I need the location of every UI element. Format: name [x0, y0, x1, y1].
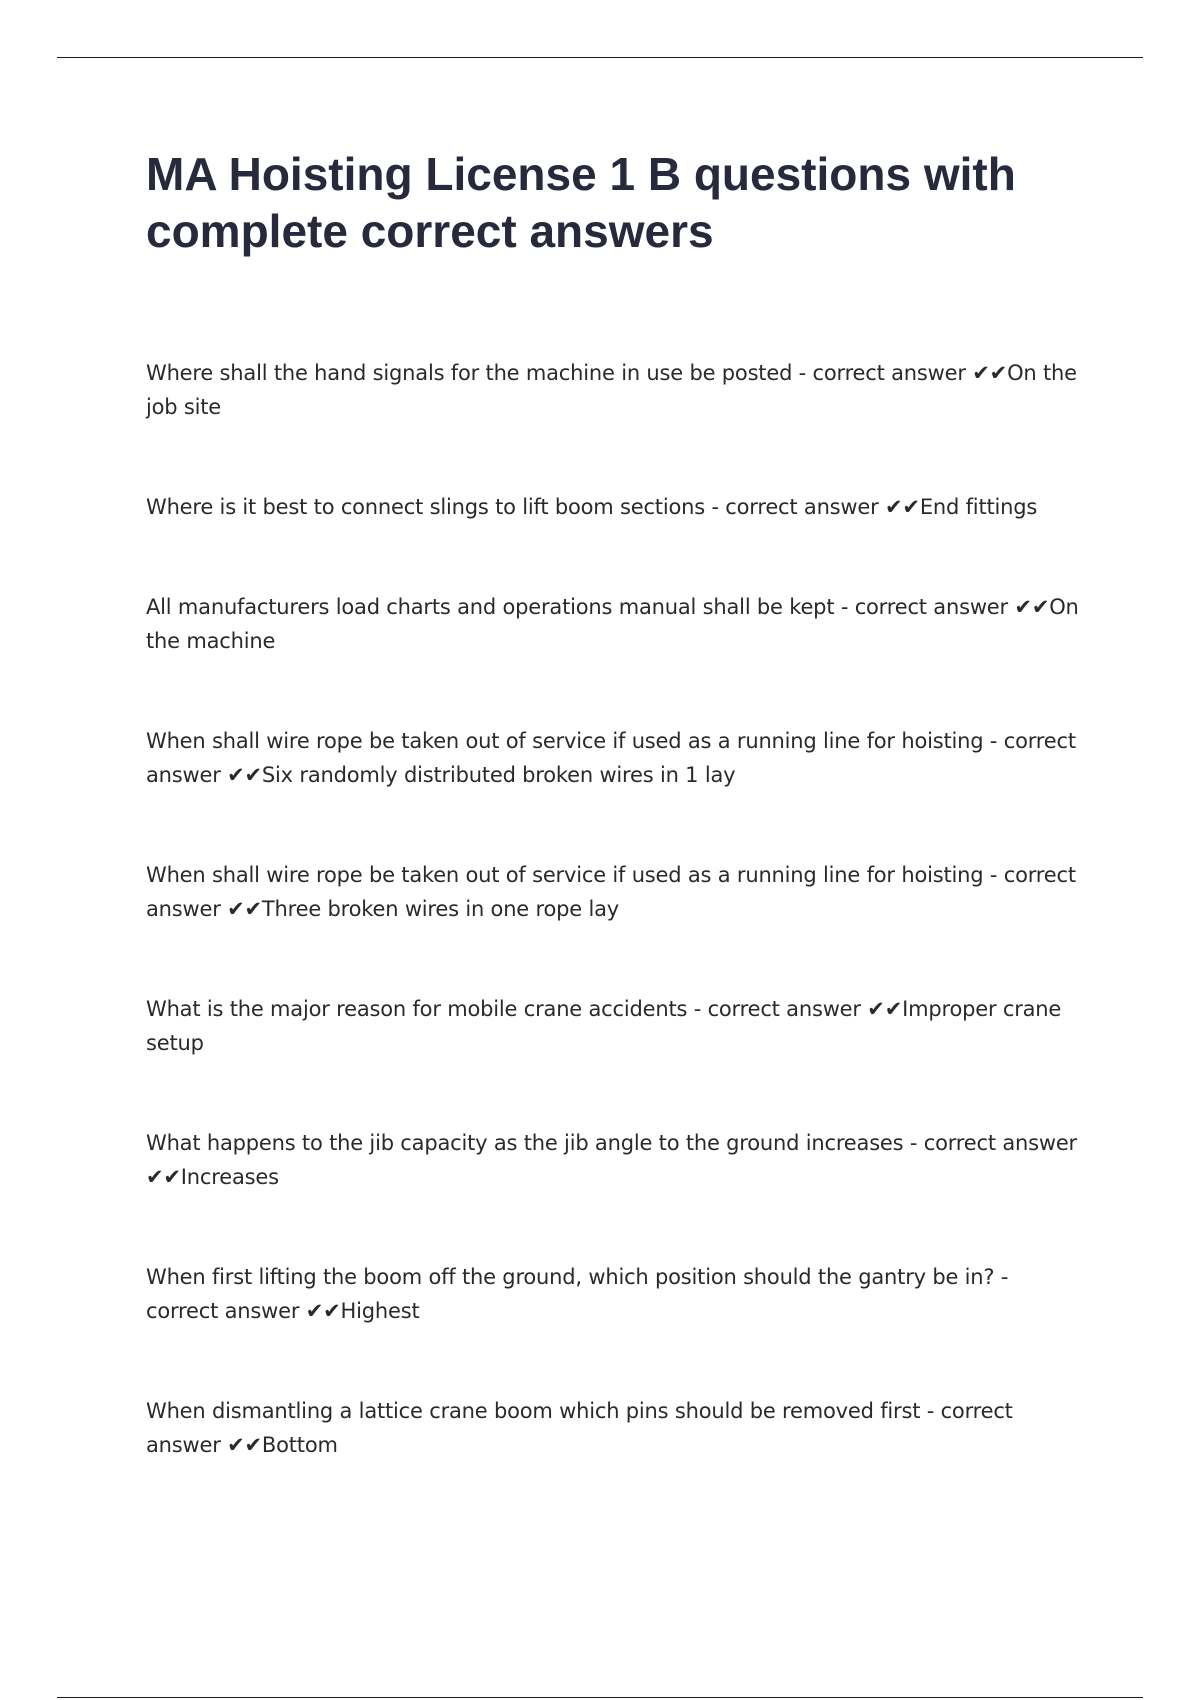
qa-item [146, 590, 1086, 658]
answer-separator: - correct answer ✔✔ [146, 1131, 1077, 1189]
bottom-rule [57, 1697, 1143, 1698]
question-text: Where is it best to connect slings to lift boom sections [146, 495, 705, 519]
answer-text: On the job site [146, 361, 1077, 419]
qa-item [146, 858, 1086, 926]
answer-separator: - correct answer ✔✔ [146, 1265, 1009, 1323]
answer-separator: - correct answer ✔✔ [146, 729, 1076, 787]
qa-item [146, 1126, 1086, 1194]
qa-item [146, 724, 1086, 792]
qa-item [146, 992, 1086, 1060]
answer-text: Improper crane setup [146, 997, 1062, 1055]
qa-list [146, 356, 1086, 1528]
question-text: All manufacturers load charts and operations manual shall be kept [146, 595, 835, 619]
qa-item [146, 490, 1086, 524]
answer-separator: - correct answer ✔✔ [146, 863, 1076, 921]
question-text: When dismantling a lattice crane boom which pins should be removed first [146, 1399, 921, 1423]
answer-text: Increases [180, 1165, 279, 1189]
top-rule [57, 57, 1143, 58]
answer-text: Bottom [261, 1433, 338, 1457]
qa-item [146, 1394, 1086, 1462]
qa-item [146, 356, 1086, 424]
question-text: When shall wire rope be taken out of service if used as a running line for hoisting [146, 729, 984, 753]
document-title: MA Hoisting License 1 B questions with complete correct answers [146, 148, 1016, 257]
question-text: Where shall the hand signals for the machine in use be posted [146, 361, 793, 385]
question-text: When shall wire rope be taken out of service if used as a running line for hoisting [146, 863, 984, 887]
question-text: What happens to the jib capacity as the jib angle to the ground increases [146, 1131, 904, 1155]
answer-text: End fittings [919, 495, 1038, 519]
qa-item [146, 1260, 1086, 1328]
answer-text: Highest [340, 1299, 420, 1323]
answer-separator: - correct answer ✔✔ [704, 495, 920, 519]
question-text: When first lifting the boom off the ground, which position should the gantry be in? [146, 1265, 995, 1289]
answer-separator: - correct answer ✔✔ [146, 1399, 1013, 1457]
answer-text: Six randomly distributed broken wires in 1 lay [261, 763, 736, 787]
answer-text: On the machine [146, 595, 1079, 653]
answer-separator: - correct answer ✔✔ [792, 361, 1008, 385]
question-text: What is the major reason for mobile crane accidents [146, 997, 688, 1021]
answer-separator: - correct answer ✔✔ [834, 595, 1050, 619]
answer-text: Three broken wires in one rope lay [261, 897, 619, 921]
answer-separator: - correct answer ✔✔ [687, 997, 903, 1021]
